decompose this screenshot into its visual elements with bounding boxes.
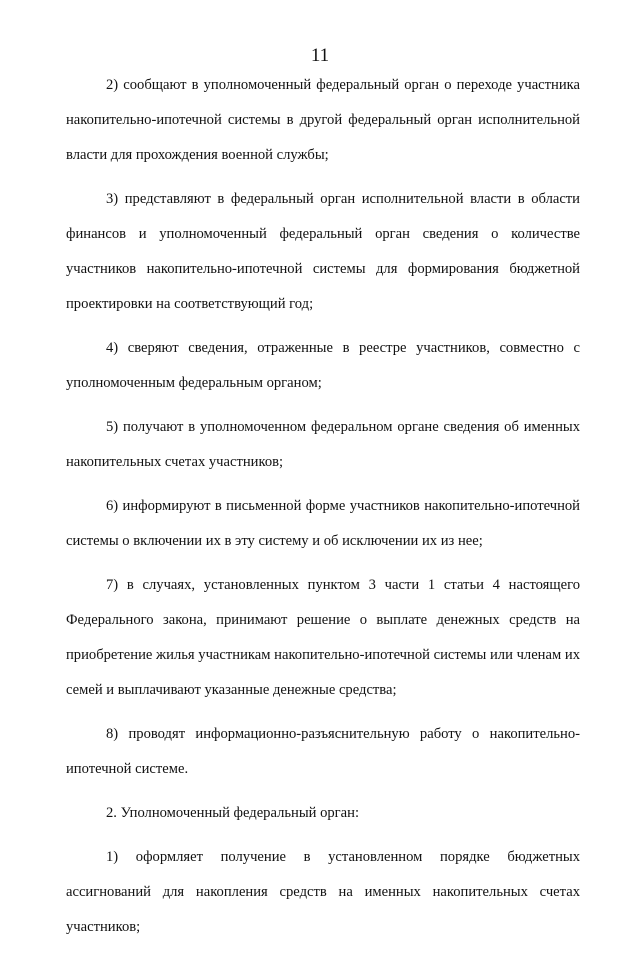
paragraph-item-7-housing-payment: 7) в случаях, установленных пунктом 3 части 1 статьи 4 настоящего Федерального закона, принимают решение о выплате денежных средств на приобретение жилья участникам накопительно-ипотечной системы или членам их семей и выплачивают указанные денежные средства; bbox=[66, 577, 580, 698]
paragraph-item-5-receive-account-info: 5) получают в уполномоченном федеральном органе сведения об именных накопительных счетах участников; bbox=[66, 419, 580, 470]
document-body bbox=[66, 68, 580, 954]
paragraph-item-6-inform-participants: 6) информируют в письменной форме участников накопительно-ипотечной системы о включении их в эту систему и об исключении их из нее; bbox=[66, 498, 580, 549]
paragraph-item-8-outreach: 8) проводят информационно-разъяснительную работу о накопительно-ипотечной системе. bbox=[66, 726, 580, 777]
page-number: 11 bbox=[310, 45, 330, 66]
section-heading-authorized-body: 2. Уполномоченный федеральный орган: bbox=[106, 805, 360, 821]
paragraph-item-3-submit-counts: 3) представляют в федеральный орган исполнительной власти в области финансов и уполномоченный федеральный орган сведения о количестве участников накопительно-ипотечной системы для формирования бюджетной проектировки на соответствующий год; bbox=[66, 191, 580, 312]
paragraph-item-4-reconcile-registry: 4) сверяют сведения, отраженные в реестре участников, совместно с уполномоченным федеральным органом; bbox=[66, 340, 580, 391]
paragraph-item-2-notify-transfer: 2) сообщают в уполномоченный федеральный орган о переходе участника накопительно-ипотечной системы в другой федеральный орган исполнительной власти для прохождения военной службы; bbox=[66, 77, 580, 163]
paragraph-item-1-budget-allocations: 1) оформляет получение в установленном порядке бюджетных ассигнований для накопления средств на именных накопительных счетах участников; bbox=[66, 849, 580, 935]
